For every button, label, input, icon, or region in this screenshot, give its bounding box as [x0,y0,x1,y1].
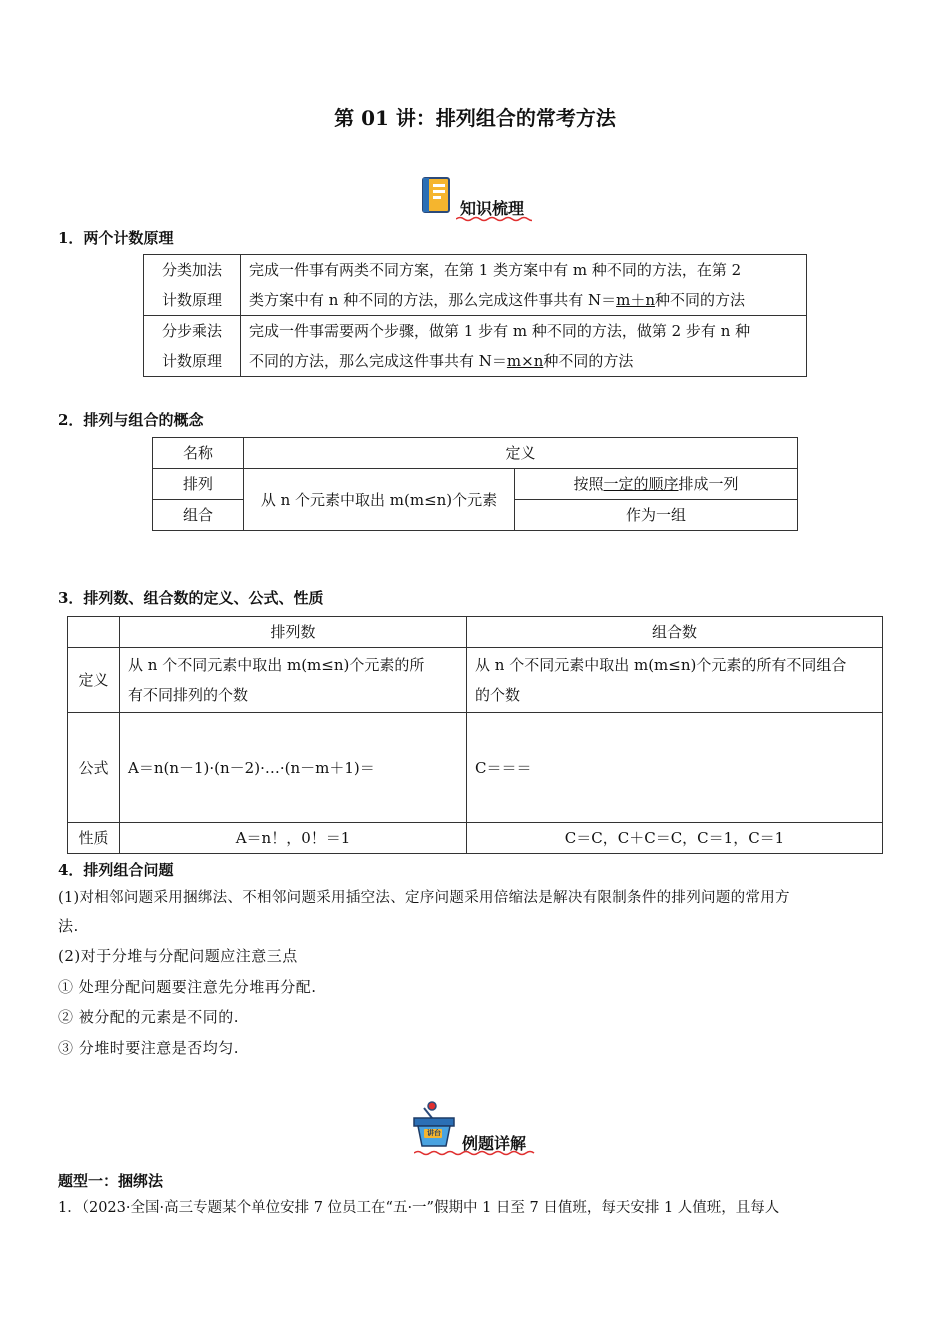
text: 的个数 [475,686,521,704]
text: 排成一列 [678,475,739,493]
notebook-icon [420,176,454,216]
text: 从 n 个不同元素中取出 m(m≤n)个元素的所 [128,656,425,674]
text: 从 n 个不同元素中取出 m(m≤n)个元素的所有不同组合 [475,656,847,674]
table-cell: 作为一组 [515,500,798,531]
question-1: 1．（2023·全国·高三专题某个单位安排 7 位员工在“五·一”假期中 1 日至 7 日值班，每天安排 1 人值班，且每人 [58,1200,780,1216]
table-row [68,713,883,823]
table-cell [120,648,467,713]
underlined-text: 一定的顺序 [603,475,679,493]
table-header: 排列数 [120,617,467,648]
table-cell: 性质 [68,823,120,854]
banner-knowledge-label: 知识梳理 [460,199,525,218]
row-desc [249,285,798,315]
section3-heading: 3．排列数、组合数的定义、公式、性质 [58,589,324,607]
concept-table [152,437,798,531]
row-name: 分类加法 [161,261,222,279]
table-cell: 排列 [153,469,244,500]
text: 类方案中有 n 种不同的方法，那么完成这件事共有 N＝ [249,291,617,309]
table-cell [144,316,241,377]
table-row [153,469,798,500]
section4-heading: 4．排列组合问题 [58,861,174,879]
text: 种不同的方法 [654,291,745,309]
underlined-text: m＋n [616,291,655,309]
paragraph: (2)对于分堆与分配问题应注意三点 [58,947,298,965]
table-cell: 组合 [153,500,244,531]
question-type-heading: 题型一：捆绑法 [58,1172,164,1190]
table-cell [144,255,241,316]
table-row [68,617,883,648]
table-row [68,823,883,854]
paragraph: ① 处理分配问题要注意先分堆再分配. [58,978,317,996]
table-cell [467,648,883,713]
table-header: 定义 [244,438,798,469]
paragraph: ② 被分配的元素是不同的. [58,1008,240,1026]
table-header: 名称 [153,438,244,469]
lectern-icon [410,1100,460,1150]
table-row [144,255,807,316]
table-cell: A＝n(n－1)·(n－2)·…·(n－m＋1)＝ [120,713,467,823]
text: 种不同的方法 [543,352,634,370]
row-desc [249,346,798,376]
table-cell [241,255,807,316]
row-desc: 完成一件事有两类不同方案，在第 1 类方案中有 m 种不同的方法，在第 2 [249,261,742,279]
paragraph: 法. [58,917,79,935]
banner-examples-label: 例题详解 [462,1134,527,1153]
paragraph: (1)对相邻问题采用捆绑法、不相邻问题采用插空法、定序问题采用倍缩法是解决有限制条件的排列问题的常用方 [58,890,790,906]
table-row [68,648,883,713]
banner-knowledge [420,176,540,222]
table-cell: A＝n！，0！＝1 [120,823,467,854]
section2-heading: 2．排列与组合的概念 [58,411,204,429]
row-name: 计数原理 [161,291,222,309]
counting-principles-table [143,254,807,377]
table-cell [241,316,807,377]
formula-table [67,616,883,854]
underlined-text: m×n [506,352,544,370]
table-cell: 从 n 个元素中取出 m(m≤n)个元素 [244,469,515,531]
table-cell [68,617,120,648]
table-cell [515,469,798,500]
table-cell: C＝C，C＋C＝C，C＝1，C＝1 [467,823,883,854]
table-cell: 公式 [68,713,120,823]
wavy-underline [456,216,532,222]
row-name: 分步乘法 [161,322,222,340]
row-name: 计数原理 [161,352,222,370]
page-title: 第 01 讲：排列组合的常考方法 [334,106,616,130]
paragraph: ③ 分堆时要注意是否均匀. [58,1039,240,1057]
section1-heading: 1．两个计数原理 [58,229,174,247]
text: 不同的方法，那么完成这件事共有 N＝ [249,352,507,370]
text: 有不同排列的个数 [128,686,249,704]
table-cell: C＝＝＝ [467,713,883,823]
table-header: 组合数 [467,617,883,648]
row-desc: 完成一件事需要两个步骤，做第 1 步有 m 种不同的方法，做第 2 步有 n 种 [249,322,751,340]
table-row [153,438,798,469]
text: 按照 [573,475,604,493]
table-cell: 定义 [68,648,120,713]
banner-examples [410,1100,540,1156]
table-row [144,316,807,377]
lectern-badge: 讲台 [427,1128,441,1137]
wavy-underline [414,1150,536,1156]
